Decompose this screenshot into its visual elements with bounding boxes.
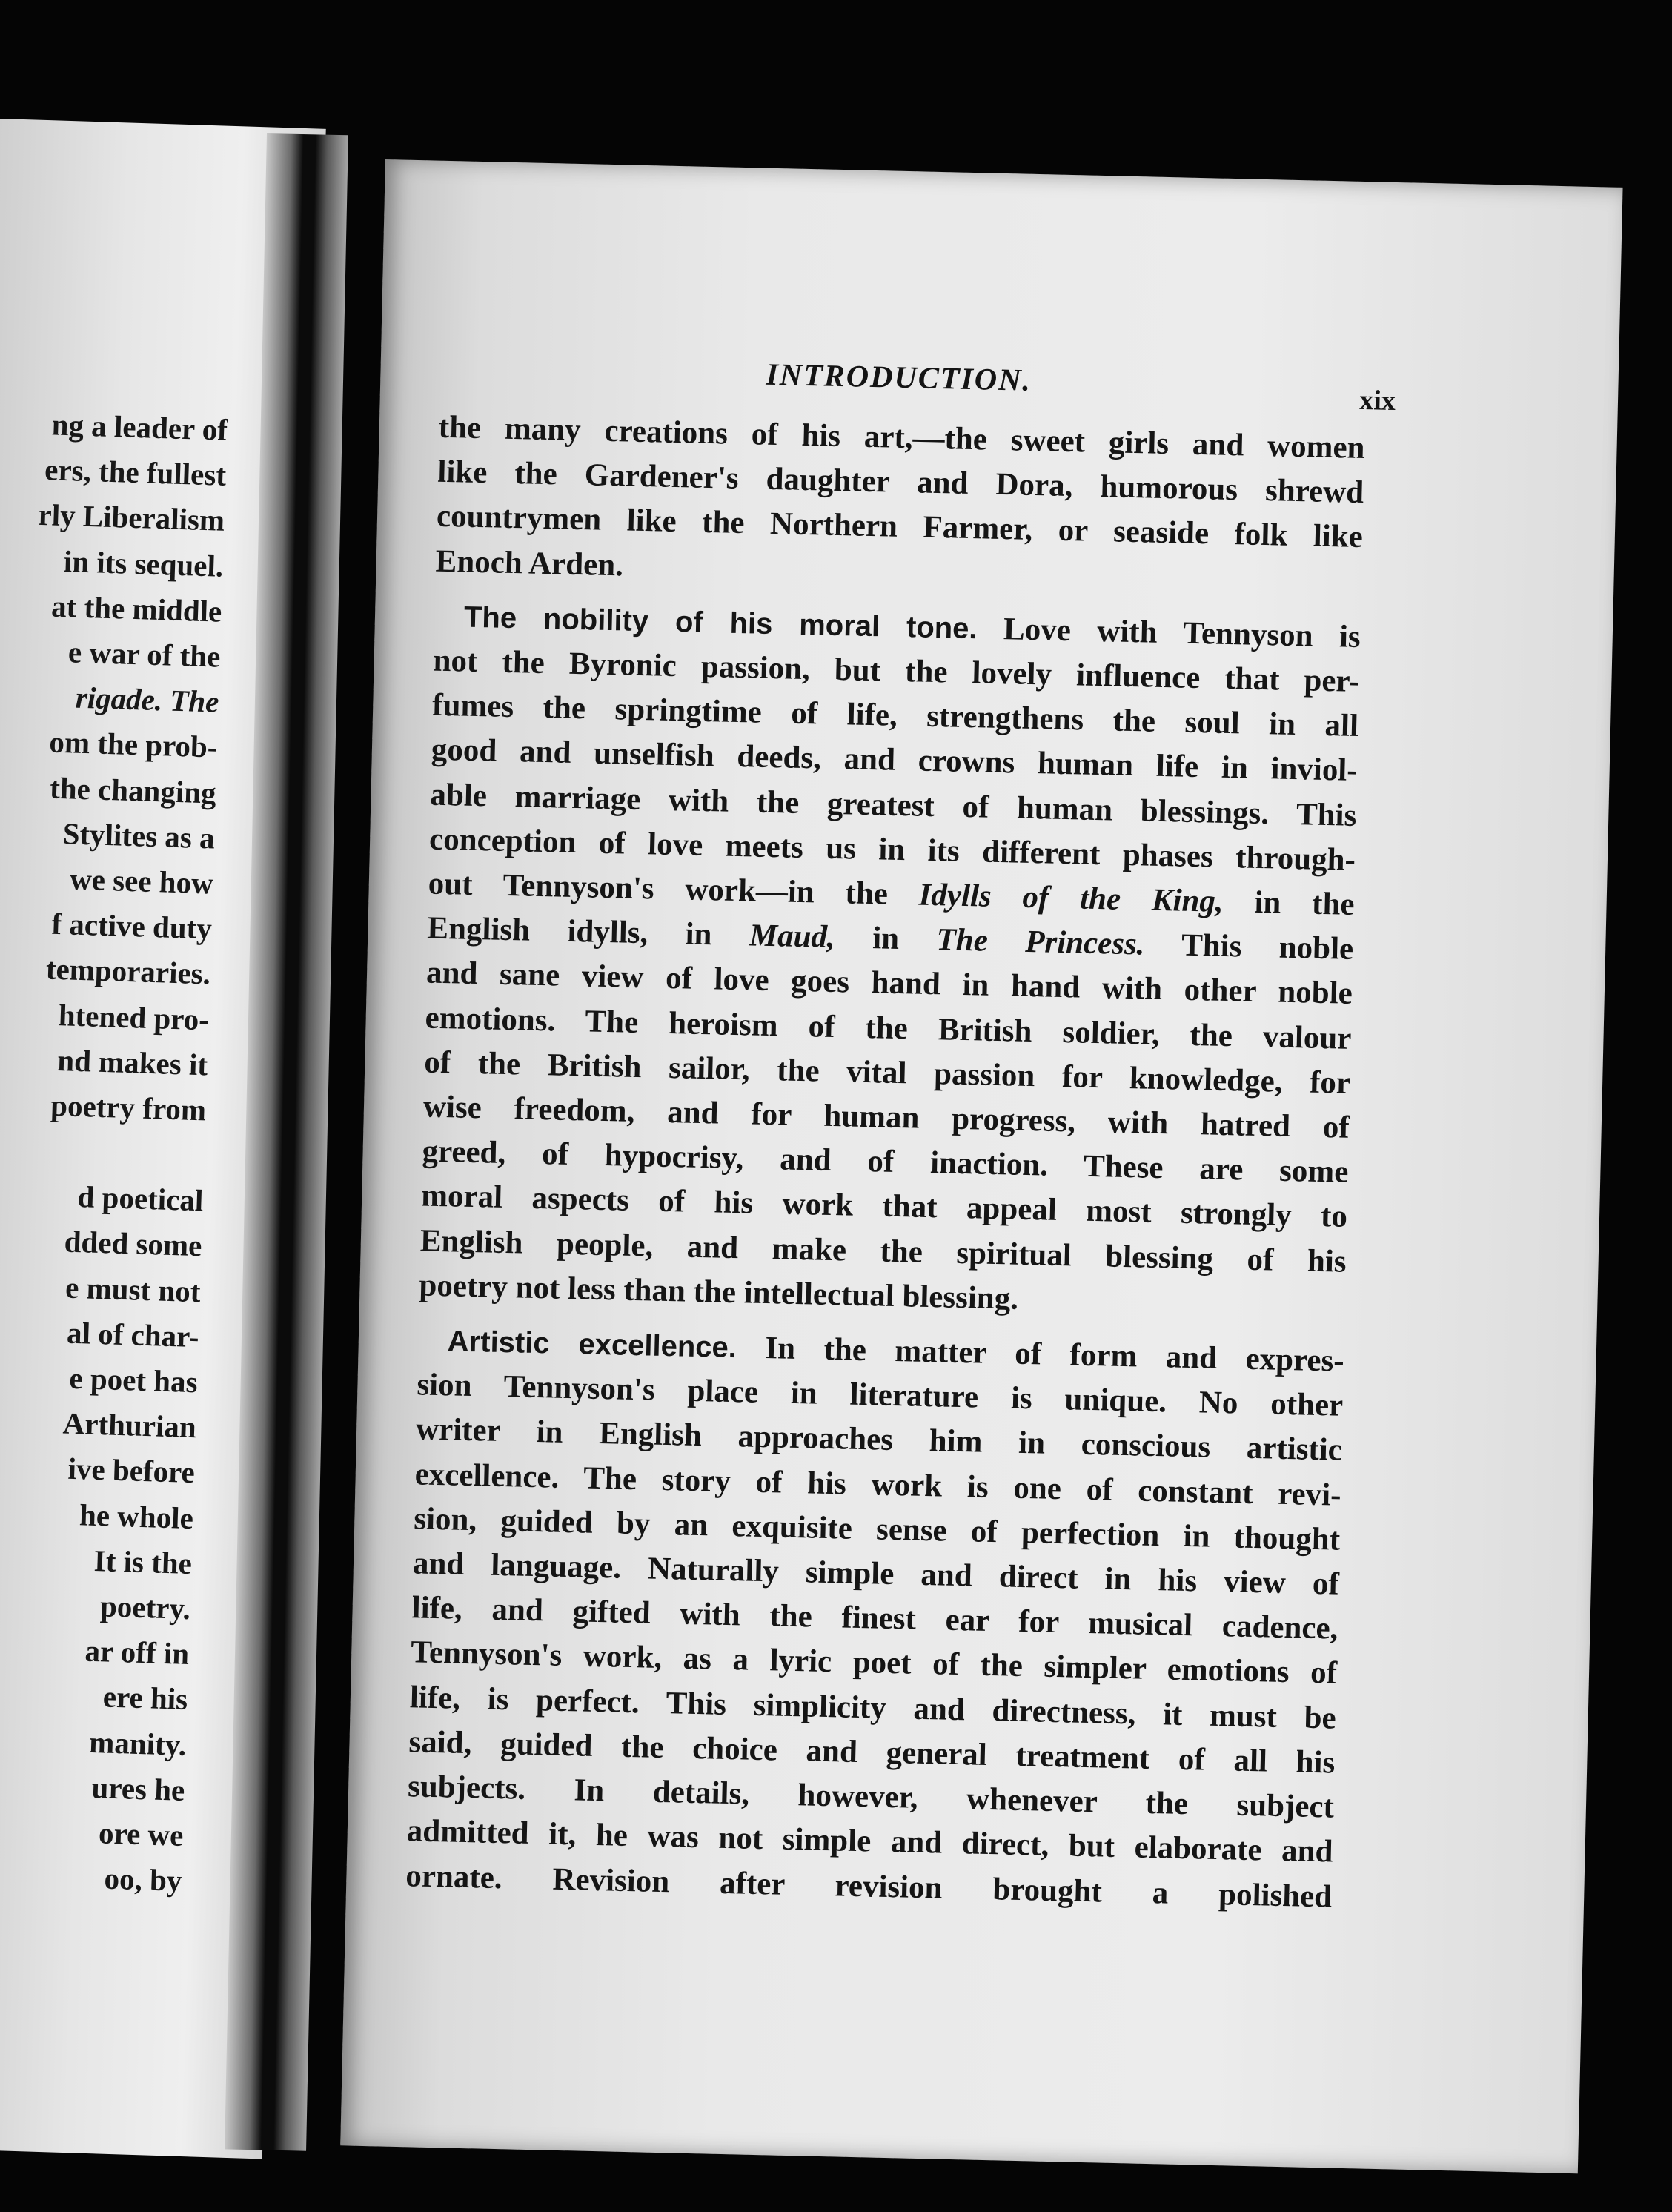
left-line: Arthurian <box>62 1405 197 1445</box>
left-line: f active duty <box>50 906 213 946</box>
text-line: moral aspects of his work that appeal most strongly to <box>420 1178 1348 1235</box>
left-line: e poet has <box>68 1360 199 1400</box>
left-line: we see how <box>69 861 214 901</box>
text-line: ornate. Revision after revision brought a polished <box>405 1858 1333 1915</box>
text-line: of the British sailor, the vital passion for knowledge, for <box>423 1044 1351 1101</box>
left-line: e must not <box>64 1270 202 1308</box>
left-line: oo, by <box>103 1861 183 1898</box>
running-title: INTRODUCTION. <box>766 357 1032 398</box>
text-line: sion, guided by an exquisite sense of perfection in thought <box>413 1501 1341 1557</box>
left-line: Stylites as a <box>62 815 216 855</box>
left-line: rigade. The <box>75 680 220 719</box>
left-line: rly Liberalism <box>37 497 225 538</box>
left-line: ive before <box>67 1451 196 1490</box>
text-fragment: in the <box>1254 884 1356 922</box>
text-line: and sane view of love goes hand in hand with other noble <box>425 955 1353 1012</box>
left-line: the changing <box>49 770 217 810</box>
text-line: conception of love meets us in its different phases through- <box>428 821 1356 878</box>
text-line: subjects. In details, however, whenever the subject <box>407 1769 1335 1825</box>
text-fragment: This noble <box>1181 927 1354 967</box>
text-line: admitted it, he was not simple and direct, but elaborate and <box>406 1813 1334 1870</box>
text-line: said, guided the choice and general treatment of all his <box>408 1724 1336 1781</box>
text-line: Tennyson's work, as a lyric poet of the simpler emotions of <box>410 1635 1338 1692</box>
text-line: countrymen like the Northern Farmer, or seaside folk like <box>436 499 1364 555</box>
left-line: he whole <box>79 1497 194 1535</box>
work-title: Maud, <box>749 918 836 956</box>
left-page-text <box>0 397 228 1904</box>
work-title: Idylls of the King, <box>918 877 1224 919</box>
text-line: writer in English approaches him in conscious artistic <box>415 1411 1343 1468</box>
text-line: fumes the springtime of life, strengthens the soul in all <box>431 687 1359 744</box>
page-number: xix <box>1358 384 1396 417</box>
left-line: ere his <box>102 1679 188 1717</box>
left-line: e war of the <box>67 635 222 674</box>
left-line: dded some <box>64 1224 203 1263</box>
text-line: greed, of hypocrisy, and of inaction. These are some <box>422 1133 1349 1191</box>
left-line: ore we <box>98 1815 185 1852</box>
right-page <box>340 159 1622 2173</box>
text-line: life, and gifted with the finest ear for musical cadence, <box>411 1590 1338 1646</box>
text-line: good and unselfish deeds, and crowns human life in inviol- <box>431 732 1358 789</box>
text-line: like the Gardener's daughter and Dora, humorous shrewd <box>437 454 1364 511</box>
left-line: al of char- <box>66 1315 200 1354</box>
left-line: poetry from <box>50 1087 207 1127</box>
text-fragment: English idylls, in <box>426 910 713 953</box>
text-line: emotions. The heroism of the British soldier, the valour <box>425 1000 1352 1056</box>
text-line: Enoch Arden. <box>435 543 624 583</box>
left-line: ures he <box>90 1769 186 1807</box>
text-line: sion Tennyson's place in literature is unique. No other <box>416 1367 1344 1424</box>
text-line: wise freedom, and for human progress, with hatred of <box>422 1089 1350 1145</box>
text-fragment: in <box>872 921 900 957</box>
text-fragment: In the matter of form and expres- <box>764 1331 1345 1379</box>
left-line: in its sequel. <box>63 543 224 583</box>
text-line: able marriage with the greatest of human blessings. This <box>430 777 1357 833</box>
left-line: poetry. <box>99 1589 191 1626</box>
left-line: htened pro- <box>58 997 210 1037</box>
left-line: ar off in <box>84 1633 190 1672</box>
text-line: poetry not less than the intellectual blessing. <box>419 1268 1019 1317</box>
left-line: d poetical <box>76 1179 205 1218</box>
left-line: temporaries. <box>45 951 211 991</box>
text-line: the many creations of his art,—the sweet girls and women <box>438 409 1366 466</box>
text-line: and language. Naturally simple and direct in his view of <box>412 1546 1340 1602</box>
text-line: life, is perfect. This simplicity and directness, it must be <box>409 1679 1337 1736</box>
left-line: ng a leader of <box>51 407 228 447</box>
text-line: not the Byronic passion, but the lovely influence that per- <box>433 643 1360 700</box>
left-line: manity. <box>88 1724 187 1762</box>
section-sidehead: Artistic excellence. <box>447 1325 737 1365</box>
left-line: om the prob- <box>48 724 219 765</box>
left-line: ers, the fullest <box>44 452 227 493</box>
text-line: excellence. The story of his work is one of constant revi- <box>414 1457 1341 1513</box>
text-fragment: Love with Tennyson is <box>1003 611 1361 655</box>
text-line: English people, and make the spiritual blessing of his <box>419 1223 1347 1279</box>
text-fragment: out Tennyson's work—in the <box>428 866 889 912</box>
left-line: nd makes it <box>56 1042 208 1082</box>
body-text <box>405 405 1365 1920</box>
work-title: The Princess. <box>936 922 1146 962</box>
left-line: at the middle <box>50 589 222 629</box>
left-line: It is the <box>93 1543 193 1580</box>
section-sidehead: The nobility of his moral tone. <box>463 600 978 646</box>
